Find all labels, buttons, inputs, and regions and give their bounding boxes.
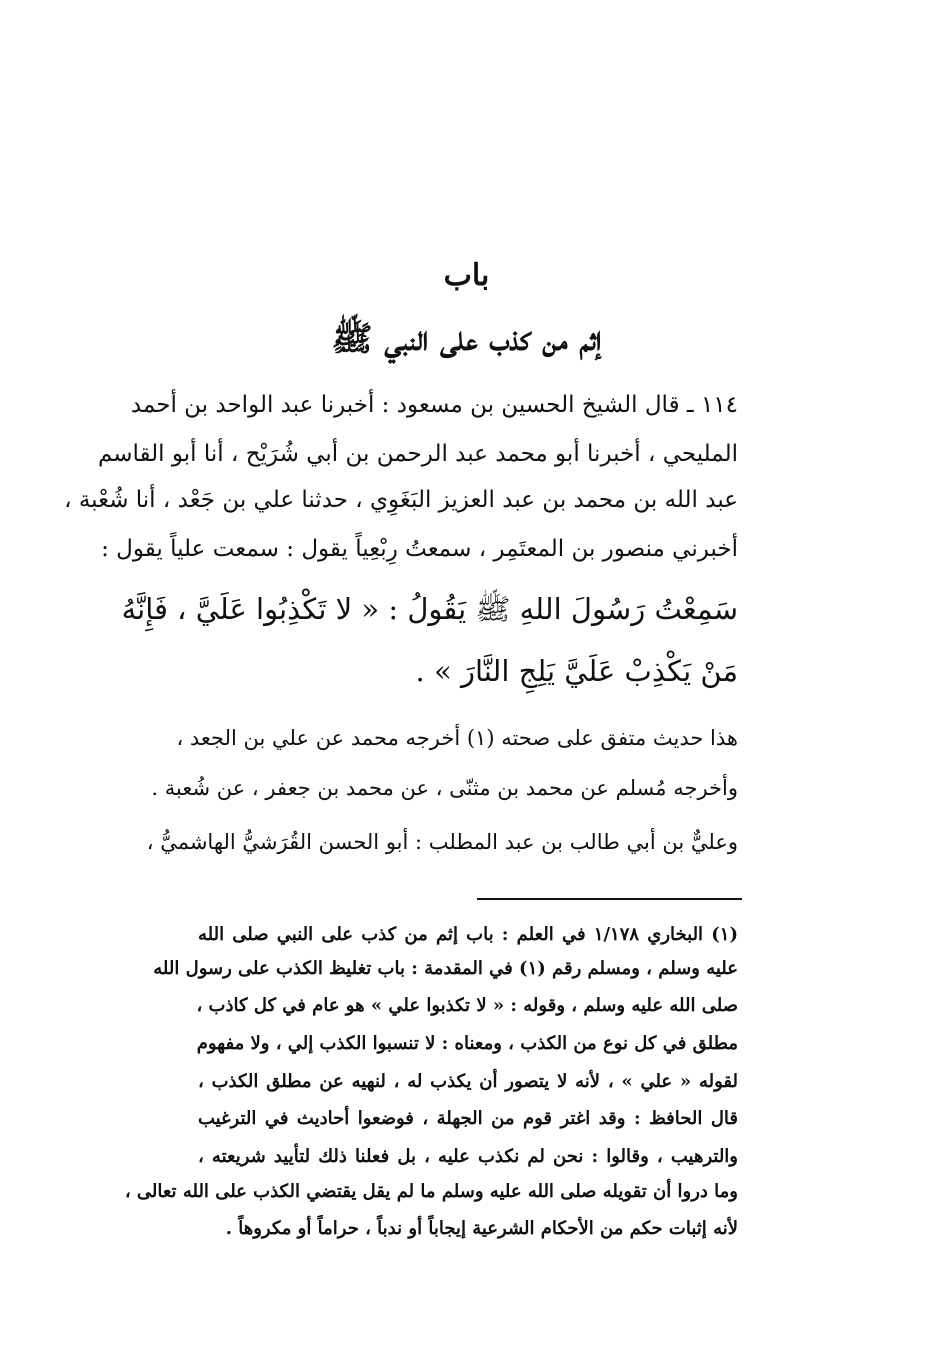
footnote-line: لقوله « علي » ، لأنه لا يتصور أن يكذب له ، لنهيه عن مطلق الكذب ،: [198, 1071, 738, 1092]
footnote-line: عليه وسلم ، ومسلم رقم (١) في المقدمة : باب تغليظ الكذب على رسول الله: [153, 958, 738, 979]
hadith-line: سَمِعْتُ رَسُولَ اللهِ ﷺ يَقُولُ : « لا تَكْذِبُوا عَلَيَّ ، فَإِنَّهُ: [121, 592, 738, 626]
commentary-line: وعليٌّ بن أبي طالب بن عبد المطلب : أبو الحسن القُرَشيُّ الهاشميُّ ،: [146, 830, 738, 854]
footnote-line: صلى الله عليه وسلم ، وقوله : « لا تكذبوا علي » هو عام في كل كاذب ،: [196, 995, 738, 1016]
main-text-line: أخبرني منصور بن المعتَمِر ، سمعتُ رِبْعِياً يقول : سمعت علياً يقول :: [101, 536, 738, 562]
commentary-line: وأخرجه مُسلم عن محمد بن مثنّى ، عن محمد بن جعفر ، عن شُعبة .: [151, 776, 738, 800]
hadith-line: مَنْ يَكْذِبْ عَلَيَّ يَلِجِ النَّارَ » .: [415, 654, 738, 688]
footnote-line: مطلق في كل نوع من الكذب ، ومعناه : لا تنسبوا الكذب إلي ، ولا مفهوم: [196, 1033, 738, 1054]
chapter-title: إثم من كذب على النبي ﷺ: [331, 319, 602, 359]
main-text-line: المليحي ، أخبرنا أبو محمد عبد الرحمن بن أبي شُرَيْح ، أنا أبو القاسم: [97, 441, 738, 467]
chapter-label: باب: [443, 258, 490, 293]
footnote-line: وما دروا أن تقويله صلى الله عليه وسلم ما لم يقل يقتضي الكذب على الله تعالى ،: [124, 1181, 738, 1202]
main-text-line: ١١٤ ـ قال الشيخ الحسين بن مسعود : أخبرنا عبد الواحد بن أحمد: [130, 392, 738, 418]
footnote-separator: [477, 898, 742, 900]
commentary-line: هذا حديث متفق على صحته (١) أخرجه محمد عن علي بن الجعد ،: [176, 726, 738, 750]
footnote-line: قال الحافظ : وقد اغتر قوم من الجهلة ، فوضعوا أحاديث في الترغيب: [198, 1108, 738, 1129]
footnote-line: (١) البخاري ١/١٧٨ في العلم : باب إثم من كذب على النبي صلى الله: [198, 924, 738, 945]
footnote-line: والترهيب ، وقالوا : نحن لم نكذب عليه ، بل فعلنا ذلك لتأييد شريعته ،: [198, 1146, 738, 1167]
footnote-line: لأنه إثبات حكم من الأحكام الشرعية إيجاباً أو ندباً ، حراماً أو مكروهاً .: [225, 1218, 738, 1239]
main-text-line: عبد الله بن محمد بن عبد العزيز البَغَوِي ، حدثنا علي بن جَعْد ، أنا شُعْبة ،: [64, 487, 738, 513]
